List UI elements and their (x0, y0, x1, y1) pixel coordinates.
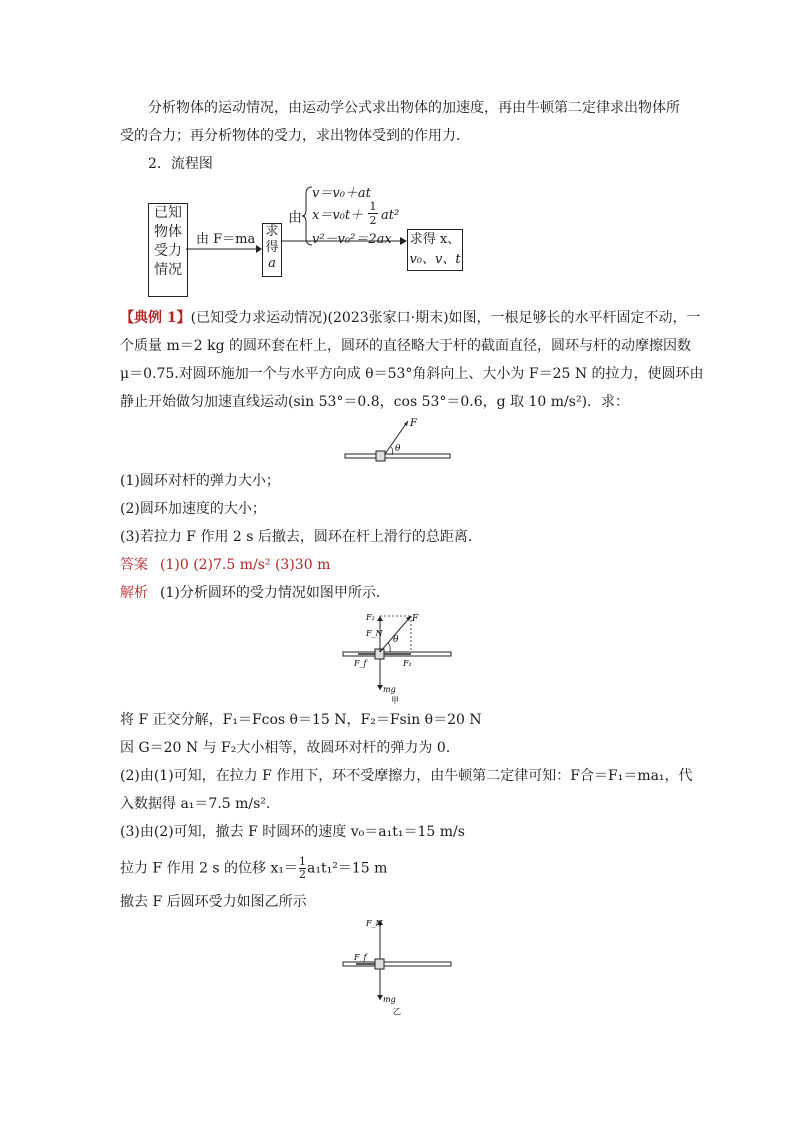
flow-arrow-1-label: 由 F＝ma (196, 232, 256, 247)
label-f1: F₁ (403, 659, 412, 668)
label-f2: F₂ (366, 613, 375, 622)
half-denominator: 2 (369, 214, 377, 227)
displacement-den: 2 (299, 868, 307, 881)
formula-velocity: v＝v₀＋at (312, 186, 371, 201)
middle-box-line-1: 求 (265, 224, 279, 239)
half-numerator: 1 (369, 200, 377, 213)
solution-line-2: 因 G＝20 N 与 F₂大小相等，故圆环对杆的弹力为 0. (120, 740, 451, 756)
formula-velocity-squared: v²－v₀²＝2ax (312, 232, 392, 247)
label-ff: F_f (354, 659, 367, 668)
analysis-text: (1)分析圆环的受力情况如图甲所示． (160, 585, 390, 601)
arrow-f (380, 616, 411, 652)
ring (376, 451, 385, 461)
label-f: F (412, 614, 419, 624)
flow-box-find-a (262, 223, 282, 277)
intro-line-2: 受的合力；再分析物体的受力，求出物体受到的作用力． (120, 128, 470, 144)
displacement-fraction (299, 856, 306, 881)
formula-fraction-half (368, 200, 378, 227)
flow-you-label: 由 (288, 210, 302, 226)
formula-at-squared: at² (381, 208, 400, 223)
force-label: F (410, 418, 417, 429)
figure-rod-ring-force (340, 416, 455, 466)
known-box-line-2: 物体 (154, 224, 182, 240)
result-box-line-1: 求得 x、 (409, 232, 461, 247)
label-fn-yi: F_N (366, 919, 383, 928)
intro-line-1: 分析物体的运动情况，由运动学公式求出物体的加速度，再由牛顿第二定律求出物体所 (148, 100, 680, 116)
angle-arc-jia (388, 643, 390, 652)
question-1: (1)圆环对杆的弹力大小； (120, 473, 280, 489)
solution-line-3: (2)由(1)可知，在拉力 F 作用下，环不受摩擦力，由牛顿第二定律可知：F合＝F₁＝ma₁，代 (120, 768, 693, 784)
flow-box-result (407, 229, 463, 271)
displacement-after: a₁t₁²＝15 m (307, 860, 388, 877)
example-line-2: 个质量 m＝2 kg 的圆环套在杆上，圆环的直径略大于杆的截面直径，圆环与杆的动摩擦因数 (120, 338, 691, 354)
horizontal-rod (345, 454, 450, 458)
after-removal-line: 撤去 F 后圆环受力如图乙所示 (120, 894, 307, 910)
flow-box-known-force (148, 203, 188, 297)
middle-box-line-3: a (268, 256, 276, 271)
solution-line-1: 将 F 正交分解，F₁＝Fcos θ＝15 N，F₂＝Fsin θ＝20 N (120, 712, 482, 728)
example-text-1: (已知受力求运动情况)(2023张家口·期末)如图，一根足够长的水平杆固定不动，一 (190, 310, 701, 326)
label-fn: F_N (366, 629, 383, 638)
answer-label: 答案 (120, 557, 148, 573)
label-mg-yi: mg (383, 995, 396, 1004)
known-box-line-1: 已知 (154, 205, 182, 221)
figure-jia-forces (340, 608, 455, 706)
question-2: (2)圆环加速度的大小； (120, 501, 266, 517)
label-mg: mg (383, 685, 396, 694)
caption-jia: 甲 (391, 696, 399, 705)
example-line-4: 静止开始做匀加速直线运动(sin 53°＝0.8，cos 53°＝0.6，g 取 10 m/s²)．求： (120, 394, 630, 410)
formula-displacement: x＝v₀t＋ (312, 208, 364, 223)
caption-yi: 乙 (393, 1007, 401, 1016)
example-label: 【典例 1】 (120, 310, 191, 326)
label-ff-yi: F_f (354, 953, 367, 962)
arrowhead-f2 (377, 616, 383, 621)
analysis-line (120, 583, 390, 603)
middle-box-line-2: 得 (265, 240, 279, 255)
example-line-3: μ＝0.75.对圆环施加一个与水平方向成 θ＝53°角斜向上、大小为 F＝25 N 的拉力，使圆环由 (120, 366, 704, 382)
analysis-label: 解析 (120, 585, 148, 601)
solution-line-4: 入数据得 a₁＝7.5 m/s². (120, 796, 271, 812)
result-box-line-2: v₀、v、t (409, 252, 461, 267)
displacement-num: 1 (299, 855, 307, 868)
displacement-line (120, 856, 387, 881)
example-line-1 (120, 308, 701, 328)
label-theta: θ (393, 635, 399, 645)
figure-yi-forces (340, 912, 455, 1018)
known-box-line-4: 情况 (154, 262, 182, 278)
solution-line-5: (3)由(2)可知，撤去 F 时圆环的速度 v₀＝a₁t₁＝15 m/s (120, 824, 465, 840)
ring-yi (375, 959, 384, 969)
theta-label: θ (395, 444, 401, 454)
known-box-line-3: 受力 (154, 243, 182, 259)
question-3: (3)若拉力 F 作用 2 s 后撤去，圆环在杆上滑行的总距离． (120, 529, 482, 545)
flowchart-heading: 2．流程图 (148, 156, 213, 172)
answer-line (120, 555, 330, 575)
answer-text: (1)0 (2)7.5 m/s² (3)30 m (160, 557, 331, 573)
displacement-before: 拉力 F 作用 2 s 的位移 x₁＝ (120, 860, 299, 877)
